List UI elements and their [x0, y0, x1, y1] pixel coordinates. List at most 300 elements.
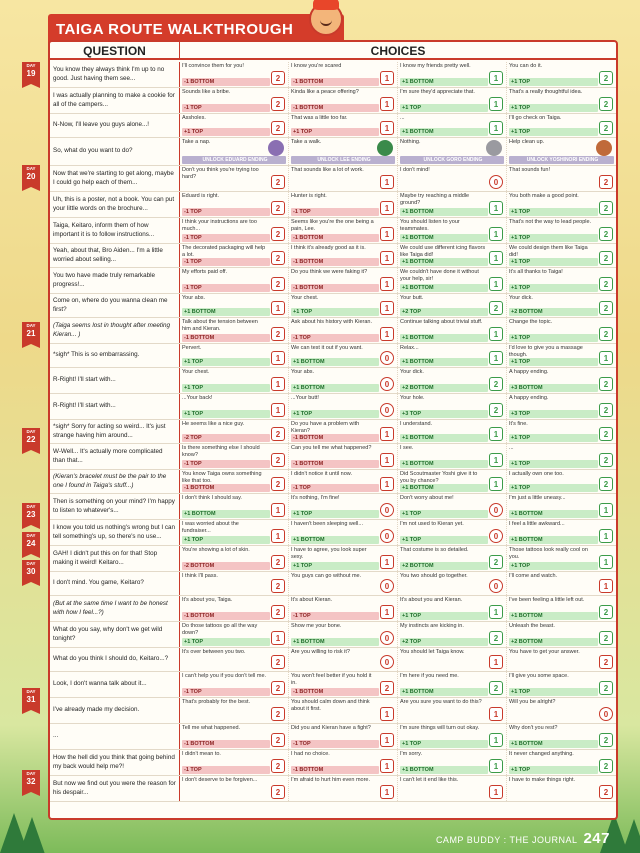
choice-text: Did Scoutmaster Yoshi give it to you by chance?	[400, 471, 478, 484]
choice-key-icon: 2	[599, 605, 613, 619]
choice-cell	[398, 138, 507, 165]
table-row	[50, 138, 616, 166]
choice-text: It's about you, Taiga.	[182, 597, 233, 603]
table-row	[50, 622, 616, 648]
choice-text: Your hole.	[400, 395, 425, 401]
choice-key-icon: 1	[489, 201, 503, 215]
choice-cell	[398, 294, 507, 317]
choice-text: It's all thanks to Taiga!	[509, 269, 563, 275]
choice-cell	[398, 622, 507, 647]
choice-key-icon: 1	[489, 351, 503, 365]
table-row	[50, 88, 616, 114]
point-effect: -1 TOP	[182, 208, 270, 216]
choice-text: That's a really thoughtful idea.	[509, 89, 583, 95]
question-text: So, what do you want to do?	[50, 138, 180, 165]
point-effect: -1 BOTTOM	[291, 234, 379, 242]
choice-key-icon: 2	[599, 681, 613, 695]
choice-text: I don't think I should say.	[182, 495, 242, 501]
choice-cell	[507, 244, 616, 267]
choice-key-icon: 2	[599, 71, 613, 85]
choice-key-icon: 1	[380, 759, 394, 773]
choice-text: My efforts paid off.	[182, 269, 228, 275]
choice-key-icon: 1	[489, 71, 503, 85]
question-text: (Taiga seems lost in thought after meeting Kieran... )	[50, 318, 180, 343]
choice-cell	[180, 88, 289, 113]
choice-cell	[507, 318, 616, 343]
choice-key-icon: 1	[380, 175, 394, 189]
point-effect: -1 BOTTOM	[182, 78, 270, 86]
question-text: (Kieran's bracelet must be the pair to the one I found in Taiga's stuff...)	[50, 470, 180, 493]
choice-key-icon: 0	[380, 579, 394, 593]
choice-cell	[289, 192, 398, 217]
choice-text: It never changed anything.	[509, 751, 574, 757]
point-effect: -1 TOP	[182, 284, 270, 292]
point-effect: +1 TOP	[509, 208, 598, 216]
choice-key-icon: 1	[380, 477, 394, 491]
choice-text: We can test it out if you want.	[291, 345, 363, 351]
table-row	[50, 672, 616, 698]
choice-cell	[180, 622, 289, 647]
choice-key-icon: 0	[489, 529, 503, 543]
day-marker	[22, 560, 40, 582]
table-row	[50, 470, 616, 494]
choice-cell	[507, 672, 616, 697]
question-text: Look, I don't wanna talk about it...	[50, 672, 180, 697]
point-effect: +1 BOTTOM	[509, 510, 598, 518]
choice-cell	[180, 648, 289, 671]
choice-text: We could design them like Taiga did!	[509, 245, 588, 258]
choice-cell	[507, 776, 616, 801]
choice-text: I know you're scared	[291, 63, 342, 69]
choice-text: I can't help you if you don't tell me.	[182, 673, 267, 679]
choice-text: I haven't been sleeping well...	[291, 521, 363, 527]
point-effect: +1 TOP	[509, 562, 598, 570]
choice-text: Your abs.	[182, 295, 206, 301]
choice-text: We couldn't have done it without your help, sir!	[400, 269, 479, 282]
choice-key-icon: 2	[599, 175, 613, 189]
day-number: 19	[26, 68, 36, 78]
choice-key-icon: 1	[380, 251, 394, 265]
taiga-mascot-icon	[309, 2, 343, 36]
point-effect: +1 TOP	[291, 308, 379, 316]
choice-text: I'm sure they'd appreciate that.	[400, 89, 475, 95]
point-effect: -1 TOP	[291, 612, 379, 620]
choice-cell	[180, 672, 289, 697]
day-marker	[22, 62, 40, 84]
choice-key-icon: 2	[599, 785, 613, 799]
point-effect: +1 TOP	[400, 536, 488, 544]
choice-cell	[507, 394, 616, 419]
choice-text: It's over between you two.	[182, 649, 246, 655]
question-text: Yeah, about that, Bro Aiden... I'm a little worried about selling...	[50, 244, 180, 267]
choice-key-icon: 1	[271, 403, 285, 417]
day-label: DAY	[26, 429, 36, 434]
point-effect: +1 TOP	[400, 510, 488, 518]
day-marker	[22, 770, 40, 792]
choice-cell	[289, 420, 398, 443]
page-number: 247	[583, 830, 610, 847]
choice-key-icon: 0	[380, 655, 394, 669]
choice-cell	[180, 776, 289, 801]
point-effect: +1 TOP	[509, 358, 598, 366]
choice-key-icon: 2	[271, 707, 285, 721]
point-effect: +1 TOP	[509, 460, 598, 468]
point-effect: +2 BOTTOM	[400, 562, 488, 570]
choice-text: That sounds like a lot of work.	[291, 167, 364, 173]
choice-key-icon: 2	[271, 427, 285, 441]
choice-cell	[180, 520, 289, 545]
choice-text: I didn't mean to.	[182, 751, 221, 757]
table-row	[50, 724, 616, 750]
question-text: You two have made truly remarkable progress!...	[50, 268, 180, 293]
table-row	[50, 394, 616, 420]
choice-cell	[398, 394, 507, 419]
choices-header: CHOICES	[370, 44, 426, 58]
point-effect: +3 TOP	[509, 410, 598, 418]
choice-text: Can you tell me what happened?	[291, 445, 372, 451]
choice-cell	[507, 750, 616, 775]
choice-text: I have to agree, you look super sexy.	[291, 547, 367, 560]
choice-cell	[180, 724, 289, 749]
choice-key-icon: 1	[599, 529, 613, 543]
choice-text: Ask about his history with Kieran.	[291, 319, 373, 325]
choice-cell	[507, 520, 616, 545]
point-effect: +1 BOTTOM	[400, 258, 488, 266]
choice-text: I feel a little awkward...	[509, 521, 565, 527]
choice-cell	[180, 114, 289, 137]
choice-text: I'll convince them for you!	[182, 63, 244, 69]
choice-key-icon: 1	[380, 121, 394, 135]
choice-cell	[398, 520, 507, 545]
choice-key-icon: 0	[380, 377, 394, 391]
point-effect: -2 TOP	[182, 434, 270, 442]
question-text: I know you told us nothing's wrong but I can tell something's up, so there's no use...	[50, 520, 180, 545]
point-effect: -1 BOTTOM	[291, 688, 379, 696]
choice-text: I'm sorry.	[400, 751, 423, 757]
choice-key-icon: 1	[380, 227, 394, 241]
choice-text: A happy ending.	[509, 395, 549, 401]
choice-cell	[289, 244, 398, 267]
choice-key-icon: 1	[489, 605, 503, 619]
choice-text: He seems like a nice guy.	[182, 421, 245, 427]
choice-key-icon: 1	[380, 201, 394, 215]
choice-cell	[398, 546, 507, 571]
choice-text: It's about Kieran.	[291, 597, 333, 603]
choice-cell	[180, 698, 289, 723]
choice-key-icon: 1	[380, 605, 394, 619]
choice-cell	[398, 776, 507, 801]
point-effect: +1 TOP	[182, 384, 270, 392]
day-marker	[22, 532, 40, 554]
choice-text: I'm sure things will turn out okay.	[400, 725, 480, 731]
day-number: 22	[26, 434, 36, 444]
day-number: 31	[26, 694, 36, 704]
point-effect: +1 TOP	[509, 258, 598, 266]
publication-name: CAMP BUDDY : THE JOURNAL	[435, 835, 578, 845]
point-effect: +2 TOP	[400, 638, 488, 646]
choice-text: Do those tattoos go all the way down?	[182, 623, 258, 636]
choice-cell	[398, 470, 507, 493]
choice-cell	[507, 596, 616, 621]
choice-cell	[507, 218, 616, 243]
choice-cell	[289, 672, 398, 697]
choice-text: Your dick.	[400, 369, 424, 375]
table-row	[50, 268, 616, 294]
choice-cell	[289, 444, 398, 469]
choice-key-icon: 2	[271, 251, 285, 265]
choice-cell	[398, 698, 507, 723]
choice-key-icon: 2	[599, 327, 613, 341]
choice-key-icon: 2	[271, 97, 285, 111]
choice-key-icon: 0	[489, 579, 503, 593]
unlock-ending-label: UNLOCK GORO ENDING	[400, 156, 504, 164]
choice-cell	[180, 218, 289, 243]
point-effect: +1 BOTTOM	[400, 334, 488, 342]
choice-text: That was a little too far.	[291, 115, 348, 121]
choice-key-icon: 2	[271, 605, 285, 619]
point-effect: +1 TOP	[509, 78, 598, 86]
day-label: DAY	[26, 771, 36, 776]
point-effect: +1 TOP	[509, 128, 598, 136]
point-effect: -1 TOP	[182, 688, 270, 696]
point-effect: +1 TOP	[291, 510, 379, 518]
choice-key-icon: 1	[380, 555, 394, 569]
choice-key-icon: 2	[271, 477, 285, 491]
choice-cell	[289, 344, 398, 367]
choice-cell	[289, 596, 398, 621]
table-row	[50, 244, 616, 268]
day-number: 20	[26, 171, 36, 181]
choice-cell	[398, 750, 507, 775]
day-label: DAY	[26, 63, 36, 68]
page-footer	[436, 830, 610, 847]
choice-cell	[289, 88, 398, 113]
choice-key-icon: 2	[599, 97, 613, 111]
point-effect: -1 BOTTOM	[291, 434, 379, 442]
choice-cell	[398, 114, 507, 137]
choice-key-icon: 1	[489, 277, 503, 291]
choice-cell	[507, 494, 616, 519]
choice-text: Do you think we were faking it?	[291, 269, 368, 275]
choice-cell	[398, 268, 507, 293]
choice-key-icon: 1	[380, 97, 394, 111]
point-effect: -1 BOTTOM	[291, 766, 379, 774]
table-row	[50, 776, 616, 802]
choice-text: I think I'll pass.	[182, 573, 218, 579]
choice-text: I'm here if you need me.	[400, 673, 459, 679]
question-text: I was actually planning to make a cookie for all of the campers...	[50, 88, 180, 113]
table-header	[50, 42, 616, 60]
choice-cell	[507, 166, 616, 191]
point-effect: +1 BOTTOM	[291, 384, 379, 392]
tree-decoration	[18, 817, 46, 853]
choice-cell	[289, 724, 398, 749]
choice-cell	[398, 572, 507, 595]
choice-key-icon: 2	[489, 555, 503, 569]
choice-cell	[289, 648, 398, 671]
question-text: Taiga, Keitaro, inform them of how important it is to follow instructions...	[50, 218, 180, 243]
question-text: N-Now, I'll leave you guys alone...!	[50, 114, 180, 137]
choice-key-icon: 2	[599, 277, 613, 291]
day-label: DAY	[26, 533, 36, 538]
table-row	[50, 648, 616, 672]
tree-decoration	[620, 819, 640, 853]
choice-text: Maybe try reaching a middle ground?	[400, 193, 470, 206]
choice-key-icon: 1	[380, 327, 394, 341]
choice-text: Your abs.	[291, 369, 315, 375]
point-effect: +2 BOTTOM	[509, 308, 598, 316]
point-effect: +1 TOP	[182, 638, 270, 646]
choice-text: Take a nap.	[182, 139, 211, 145]
point-effect: +1 BOTTOM	[509, 612, 598, 620]
choice-cell	[289, 294, 398, 317]
choice-key-icon: 2	[599, 121, 613, 135]
choice-key-icon: 2	[271, 555, 285, 569]
table-row	[50, 494, 616, 520]
table-row	[50, 444, 616, 470]
point-effect: +1 BOTTOM	[400, 688, 488, 696]
choice-text: I actually own one too.	[509, 471, 564, 477]
choice-cell	[289, 470, 398, 493]
choice-text: Show me your bone.	[291, 623, 342, 629]
point-effect: +1 BOTTOM	[400, 460, 488, 468]
choice-cell	[180, 444, 289, 469]
choice-key-icon: 0	[599, 707, 613, 721]
question-text: How the hell did you think that going behind my back would help me?!	[50, 750, 180, 775]
choice-text: You guys can go without me.	[291, 573, 362, 579]
table-row	[50, 62, 616, 88]
choice-cell	[180, 420, 289, 443]
choice-key-icon: 2	[599, 759, 613, 773]
point-effect: +1 TOP	[291, 128, 379, 136]
day-label: DAY	[26, 689, 36, 694]
choice-text: My instincts are kicking in.	[400, 623, 464, 629]
choice-text: ...Your back!	[182, 395, 213, 401]
choice-text: ...Your butt!	[291, 395, 319, 401]
choice-key-icon: 2	[489, 301, 503, 315]
day-number: 30	[26, 566, 36, 576]
choice-key-icon: 2	[271, 277, 285, 291]
choice-text: Did you and Kieran have a fight?	[291, 725, 371, 731]
point-effect: -1 BOTTOM	[291, 258, 379, 266]
choice-key-icon: 1	[489, 453, 503, 467]
choice-key-icon: 1	[489, 427, 503, 441]
choice-key-icon: 1	[271, 631, 285, 645]
choice-key-icon: 1	[599, 579, 613, 593]
choice-text: I don't mind!	[400, 167, 430, 173]
choice-key-icon: 1	[380, 427, 394, 441]
choice-cell	[289, 114, 398, 137]
choice-cell	[289, 546, 398, 571]
choice-key-icon: 2	[271, 733, 285, 747]
choice-key-icon: 1	[489, 251, 503, 265]
choice-cell	[398, 344, 507, 367]
choice-text: Sounds like a bribe.	[182, 89, 231, 95]
choice-key-icon: 1	[489, 707, 503, 721]
point-effect: -1 TOP	[182, 766, 270, 774]
choice-key-icon: 2	[489, 681, 503, 695]
choice-key-icon: 1	[489, 733, 503, 747]
question-text: I don't mind. You game, Keitaro?	[50, 572, 180, 595]
choice-text: Change the topic.	[509, 319, 553, 325]
question-text: What do you say, why don't we get wild tonight?	[50, 622, 180, 647]
choice-cell	[289, 62, 398, 87]
choice-text: I've been feeling a little left out.	[509, 597, 585, 603]
choice-text: Talk about the tension between him and Kieran.	[182, 319, 258, 332]
choice-key-icon: 1	[489, 327, 503, 341]
choice-key-icon: 2	[599, 377, 613, 391]
choice-cell	[507, 546, 616, 571]
choice-cell	[398, 596, 507, 621]
unlock-ending-label: UNLOCK YOSHINORI ENDING	[509, 156, 614, 164]
choice-key-icon: 2	[380, 681, 394, 695]
point-effect: +1 BOTTOM	[400, 434, 488, 442]
choice-cell	[507, 138, 616, 165]
point-effect: +1 TOP	[509, 234, 598, 242]
choice-cell	[398, 672, 507, 697]
point-effect: +1 TOP	[509, 284, 598, 292]
choice-text: I know my friends pretty well.	[400, 63, 471, 69]
question-header: QUESTION	[50, 42, 180, 58]
choice-cell	[398, 192, 507, 217]
choice-key-icon: 1	[271, 503, 285, 517]
day-label: DAY	[26, 166, 36, 171]
point-effect: +1 TOP	[509, 484, 598, 492]
choice-cell	[180, 394, 289, 419]
choice-key-icon: 1	[489, 121, 503, 135]
point-effect: +1 BOTTOM	[400, 128, 488, 136]
choice-key-icon: 1	[599, 351, 613, 365]
choice-key-icon: 1	[271, 301, 285, 315]
choice-key-icon: 1	[271, 529, 285, 543]
choice-key-icon: 1	[599, 555, 613, 569]
table-row	[50, 572, 616, 596]
choice-text: You should let Taiga know.	[400, 649, 465, 655]
character-face-icon	[486, 140, 502, 156]
choice-text: Your dick.	[509, 295, 533, 301]
table-body	[50, 62, 616, 802]
choice-cell	[507, 420, 616, 443]
choice-text: Relax...	[400, 345, 419, 351]
choice-key-icon: 0	[380, 503, 394, 517]
choice-cell	[180, 368, 289, 393]
choice-key-icon: 0	[489, 503, 503, 517]
choice-cell	[507, 88, 616, 113]
point-effect: -1 TOP	[291, 334, 379, 342]
choice-key-icon: 1	[489, 477, 503, 491]
choice-cell	[180, 244, 289, 267]
choice-text: The decorated packaging will help a lot.	[182, 245, 266, 258]
choice-key-icon: 2	[489, 403, 503, 417]
choice-cell	[289, 698, 398, 723]
point-effect: -1 TOP	[291, 208, 379, 216]
choice-text: Continue talking about trivial stuff.	[400, 319, 483, 325]
point-effect: +1 BOTTOM	[509, 740, 598, 748]
point-effect: +1 TOP	[509, 434, 598, 442]
choice-text: It's about you and Kieran.	[400, 597, 463, 603]
choice-cell	[180, 294, 289, 317]
point-effect: -1 TOP	[182, 460, 270, 468]
choice-text: Don't worry about me!	[400, 495, 454, 501]
choice-text: Your chest.	[182, 369, 210, 375]
table-row	[50, 294, 616, 318]
choice-text: It's fine.	[509, 421, 528, 427]
choice-key-icon: 2	[271, 655, 285, 669]
choice-cell	[398, 724, 507, 749]
choice-key-icon: 2	[599, 227, 613, 241]
choice-cell	[507, 368, 616, 393]
walkthrough-table	[48, 40, 618, 820]
